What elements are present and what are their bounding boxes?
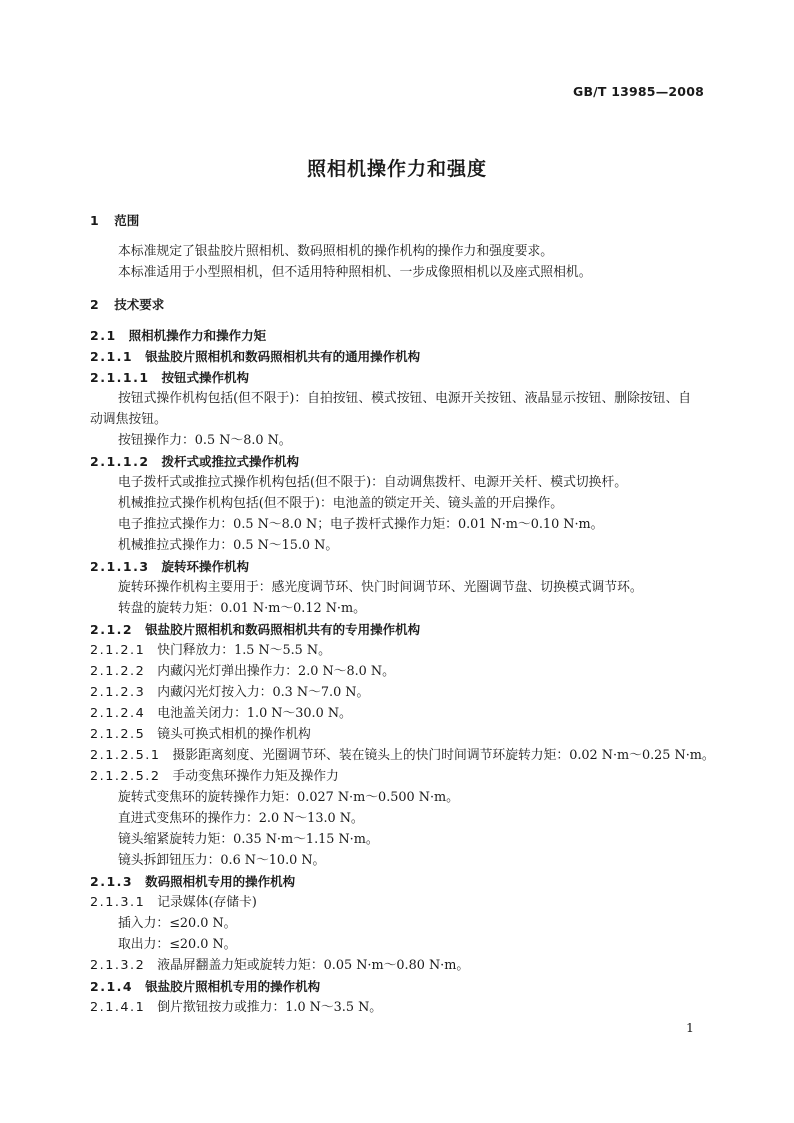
clause-number: 2.1.2.4 xyxy=(90,706,146,721)
paragraph-line xyxy=(118,787,459,809)
paragraph-line xyxy=(118,472,627,494)
paragraph-line xyxy=(118,829,379,851)
clause-item xyxy=(90,955,469,977)
section-heading xyxy=(90,210,139,232)
clause-number: 2.1.1.1 xyxy=(90,370,150,385)
clause-text: 拨杆式或推拉式操作机构 xyxy=(161,454,300,469)
paragraph-line xyxy=(118,514,603,536)
clause-text: 机械推拉式操作机构包括(但不限于)：电池盖的锁定开关、镜头盖的开启操作。 xyxy=(118,496,564,511)
clause-text: 镜头拆卸钮压力：0.6 N～10.0 N。 xyxy=(118,853,326,868)
clause-number: 2.1.1 xyxy=(90,349,134,364)
clause-text: 内藏闪光灯弹出操作力：2.0 N～8.0 N。 xyxy=(157,664,395,679)
paragraph-line xyxy=(118,262,591,284)
clause-number: 2.1.2.5 xyxy=(90,727,146,742)
subsection-heading xyxy=(90,556,249,578)
paragraph-line xyxy=(118,535,338,557)
paragraph-line xyxy=(118,493,563,515)
clause-item xyxy=(90,892,257,914)
clause-text: 取出力：≤20.0 N。 xyxy=(118,937,237,952)
clause-text: 本标准适用于小型照相机，但不适用特种照相机、一步成像照相机以及座式照相机。 xyxy=(118,265,592,280)
clause-text: 转盘的旋转力矩：0.01 N·m～0.12 N·m。 xyxy=(118,601,366,616)
clause-item xyxy=(90,766,339,788)
paragraph-line xyxy=(118,598,366,620)
section-heading xyxy=(90,294,164,316)
subsection-heading xyxy=(90,451,299,473)
paragraph-line xyxy=(118,388,691,410)
clause-number: 2.1.4 xyxy=(90,979,134,994)
paragraph-line xyxy=(118,577,643,599)
clause-text: 倒片揿钮按力或推力：1.0 N～3.5 N。 xyxy=(157,1000,383,1015)
clause-number: 2.1.3.1 xyxy=(90,895,146,910)
clause-number: 2.1.2.2 xyxy=(90,664,146,679)
clause-text: 直进式变焦环的操作力：2.0 N～13.0 N。 xyxy=(118,811,364,826)
clause-text: 镜头缩紧旋转力矩：0.35 N·m～1.15 N·m。 xyxy=(118,832,379,847)
clause-item xyxy=(90,745,715,767)
clause-text: 旋转环操作机构主要用于：感光度调节环、快门时间调节环、光圈调节盘、切换模式调节环。 xyxy=(118,580,643,595)
clause-text: 数码照相机专用的操作机构 xyxy=(145,874,296,889)
clause-text: 旋转式变焦环的旋转操作力矩：0.027 N·m～0.500 N·m。 xyxy=(118,790,459,805)
clause-text: 镜头可换式相机的操作机构 xyxy=(157,727,311,742)
subsection-heading xyxy=(90,619,420,641)
page-number: 1 xyxy=(686,1020,694,1035)
clause-text: 技术要求 xyxy=(114,297,165,312)
paragraph-line xyxy=(118,430,292,452)
clause-number: 2.1.3 xyxy=(90,874,134,889)
clause-item xyxy=(90,724,311,746)
clause-text: 手动变焦环操作力矩及操作力 xyxy=(172,769,339,784)
clause-text: 旋转环操作机构 xyxy=(161,559,250,574)
subsection-heading xyxy=(90,976,320,998)
clause-text: 按钮式操作机构包括(但不限于)：自拍按钮、模式按钮、电源开关按钮、液晶显示按钮、删除按钮、自 xyxy=(118,391,692,406)
subsection-heading xyxy=(90,871,295,893)
clause-item xyxy=(90,640,331,662)
clause-item xyxy=(90,682,369,704)
clause-text: 动调焦按钮。 xyxy=(90,412,167,427)
clause-text: 电子拨杆式或推拉式操作机构包括(但不限于)：自动调焦拨杆、电源开关杆、模式切换杆。 xyxy=(118,475,628,490)
subsection-heading xyxy=(90,367,249,389)
clause-text: 银盐胶片照相机和数码照相机共有的专用操作机构 xyxy=(145,622,421,637)
clause-text: 银盐胶片照相机和数码照相机共有的通用操作机构 xyxy=(145,349,421,364)
clause-text: 液晶屏翻盖力矩或旋转力矩：0.05 N·m～0.80 N·m。 xyxy=(157,958,470,973)
paragraph-line xyxy=(118,913,236,935)
clause-number: 2.1.3.2 xyxy=(90,958,146,973)
clause-number: 2.1.1.2 xyxy=(90,454,150,469)
clause-item xyxy=(90,997,382,1019)
clause-number: 2.1 xyxy=(90,328,117,343)
paragraph-line xyxy=(118,934,236,956)
clause-number: 2.1.4.1 xyxy=(90,1000,146,1015)
subsection-heading xyxy=(90,325,266,347)
clause-text: 机械推拉式操作力：0.5 N～15.0 N。 xyxy=(118,538,339,553)
paragraph-line xyxy=(90,409,167,431)
clause-text: 按钮操作力：0.5 N～8.0 N。 xyxy=(118,433,292,448)
clause-number: 2.1.2.5.2 xyxy=(90,769,161,784)
paragraph-line xyxy=(118,241,553,263)
clause-text: 电池盖关闭力：1.0 N～30.0 N。 xyxy=(157,706,352,721)
clause-text: 记录媒体(存储卡) xyxy=(157,895,257,910)
paragraph-line xyxy=(118,850,325,872)
clause-text: 内藏闪光灯按入力：0.3 N～7.0 N。 xyxy=(157,685,370,700)
clause-number: 2.1.2 xyxy=(90,622,134,637)
clause-text: 照相机操作力和操作力矩 xyxy=(128,328,267,343)
clause-number: 2 xyxy=(90,297,101,312)
paragraph-line xyxy=(118,808,364,830)
clause-text: 本标准规定了银盐胶片照相机、数码照相机的操作机构的操作力和强度要求。 xyxy=(118,244,554,259)
clause-text: 快门释放力：1.5 N～5.5 N。 xyxy=(157,643,331,658)
clause-text: 范围 xyxy=(114,213,140,228)
clause-number: 1 xyxy=(90,213,101,228)
clause-number: 2.1.2.5.1 xyxy=(90,748,161,763)
clause-text: 电子推拉式操作力：0.5 N～8.0 N；电子拨杆式操作力矩：0.01 N·m～0.10 N·m。 xyxy=(118,517,604,532)
clause-text: 插入力：≤20.0 N。 xyxy=(118,916,237,931)
clause-text: 银盐胶片照相机专用的操作机构 xyxy=(145,979,321,994)
document-title: 照相机操作力和强度 xyxy=(306,158,487,180)
clause-text: 摄影距离刻度、光圈调节环、装在镜头上的快门时间调节环旋转力矩：0.02 N·m～0.25 N·m。 xyxy=(172,748,715,763)
clause-item xyxy=(90,703,352,725)
clause-number: 2.1.2.1 xyxy=(90,643,146,658)
clause-number: 2.1.1.3 xyxy=(90,559,150,574)
clause-number: 2.1.2.3 xyxy=(90,685,146,700)
subsection-heading xyxy=(90,346,420,368)
standard-code: GB/T 13985—2008 xyxy=(572,84,704,99)
clause-item xyxy=(90,661,395,683)
clause-text: 按钮式操作机构 xyxy=(161,370,250,385)
